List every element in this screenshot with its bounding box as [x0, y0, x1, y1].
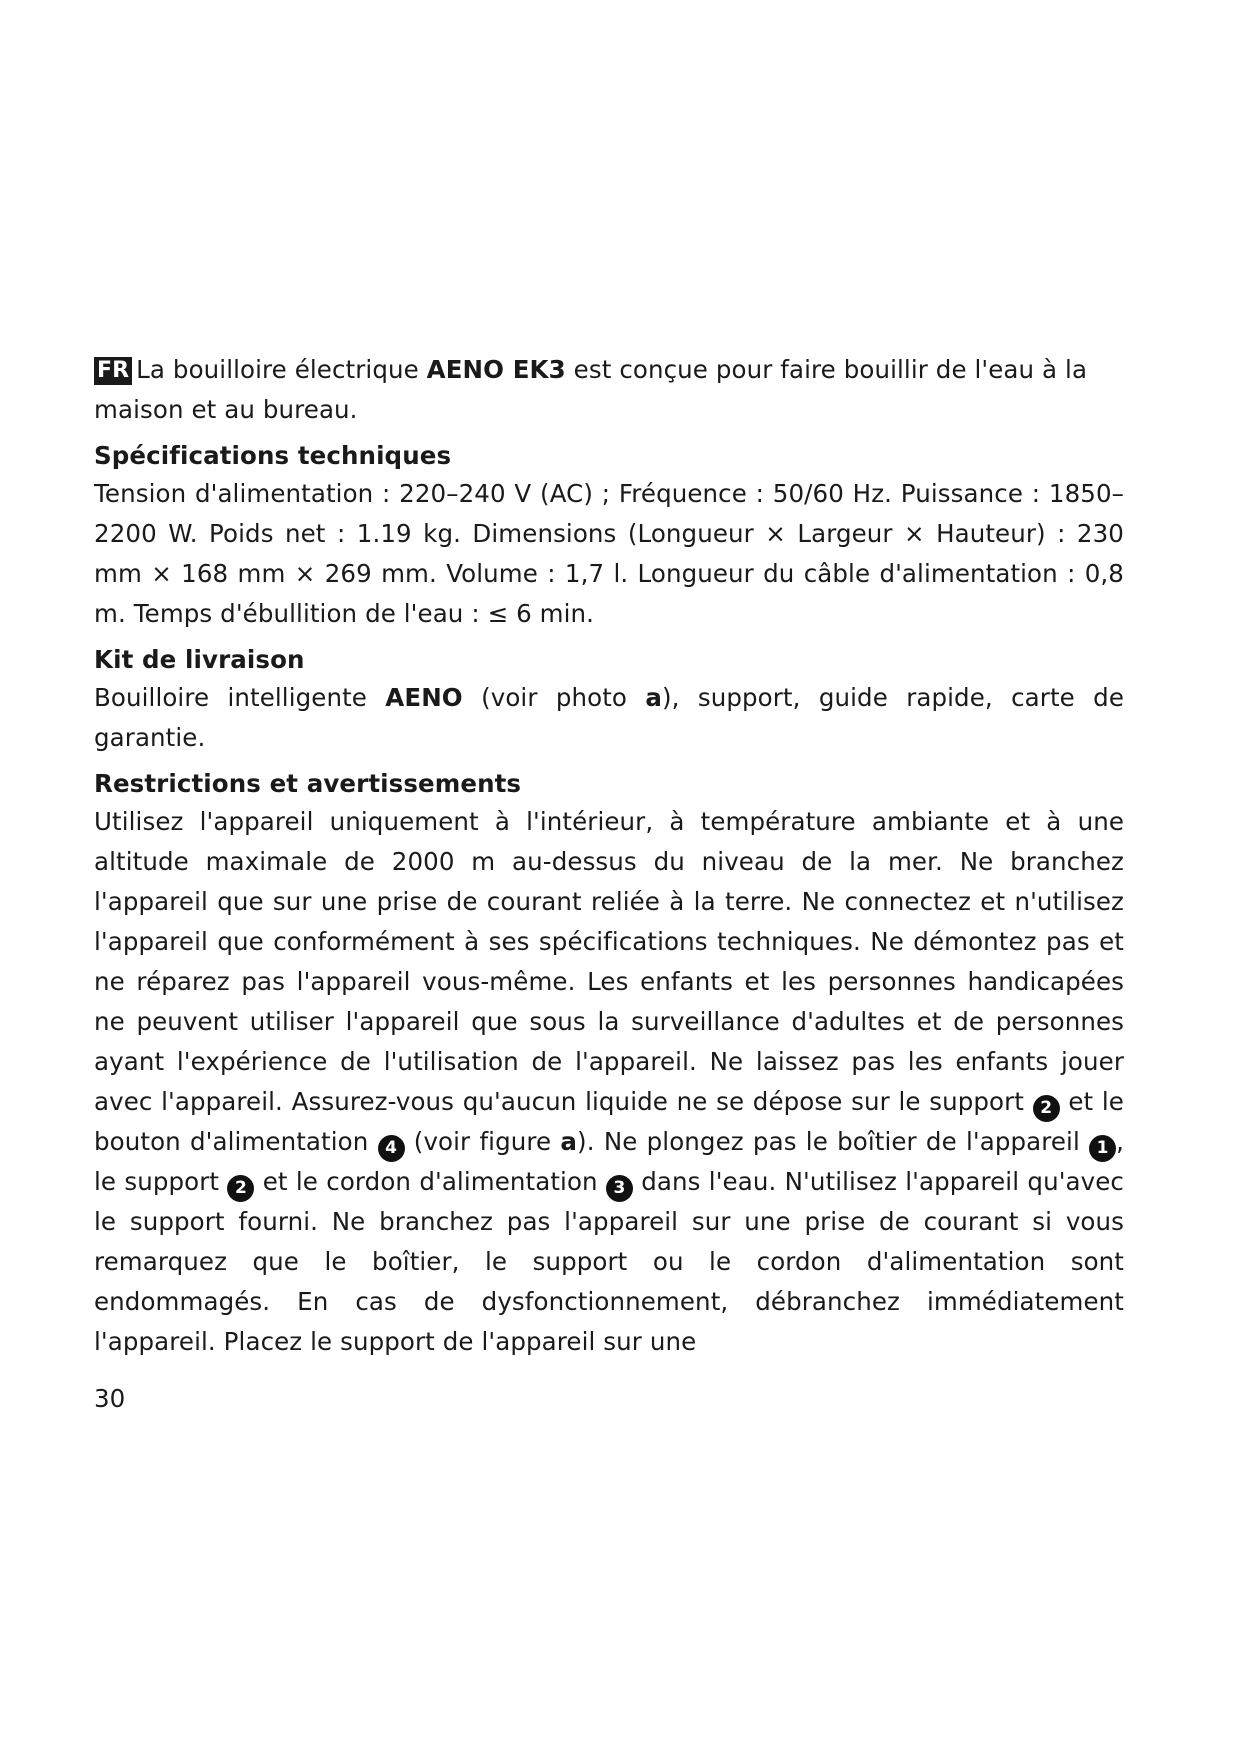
- restrictions-text-3: (voir figure: [404, 1127, 561, 1156]
- restrictions-text-4: ). Ne plongez pas le boîtier de l'appareil: [577, 1127, 1090, 1156]
- restrictions-text-5: , le support: [94, 1127, 1124, 1196]
- callout-1-icon: 1: [1089, 1135, 1116, 1162]
- kit-text-2: (voir photo: [462, 683, 646, 712]
- restrictions-text-1: Utilisez l'appareil uniquement à l'intérieur, à température ambiante et à une altitude maximale de 2000 m au-dessus du niveau de la mer. Ne branchez l'appareil que sur une prise de courant reliée à la terre. Ne connectez et n'utilisez l'appareil que conformément à ses spécifications techniques. Ne démontez pas et ne réparez pas l'appareil vous-même. Les enfants et les personnes handicapées ne peuvent utiliser l'appareil que sous la surveillance d'adultes et de personnes ayant l'expérience de l'utilisation de l'appareil. Ne laissez pas les enfants jouer avec l'appareil. Assurez-vous qu'aucun liquide ne se dépose sur le support: [94, 807, 1124, 1116]
- callout-2-icon: 2: [1033, 1095, 1060, 1122]
- restrictions-text-6: et le cordon d'alimentation: [254, 1167, 606, 1196]
- specs-heading: Spécifications techniques: [94, 441, 452, 470]
- kit-paragraph: [94, 678, 1124, 758]
- restrictions-text-7: dans l'eau. N'utilisez l'appareil qu'avec le support fourni. Ne branchez pas l'appareil sur une prise de courant si vous remarquez que le boîtier, le support ou le cordon d'alimentation sont endommagés. En cas de dysfonctionnement, débranchez immédiatement l'appareil. Placez le support de l'appareil sur une: [94, 1167, 1124, 1356]
- restrictions-paragraph: [94, 802, 1124, 1362]
- kit-photo-ref: a: [645, 683, 662, 712]
- specs-paragraph: Tension d'alimentation : 220–240 V (AC) ; Fréquence : 50/60 Hz. Puissance : 1850–2200 W. Poids net : 1.19 kg. Dimensions (Longueur × Largeur × Hauteur) : 230 mm × 168 mm × 269 mm. Volume : 1,7 l. Longueur du câble d'alimentation : 0,8 m. Temps d'ébullition de l'eau : ≤ 6 min.: [94, 479, 1124, 628]
- callout-3-icon: 3: [606, 1175, 633, 1202]
- language-badge: FR: [94, 357, 132, 385]
- kit-text-1: Bouilloire intelligente: [94, 683, 386, 712]
- callout-2-icon: 2: [227, 1175, 254, 1202]
- page-content: [94, 350, 1124, 1370]
- kit-heading: Kit de livraison: [94, 645, 305, 674]
- kit-text-3: ), support, guide rapide, carte de garantie.: [94, 683, 1124, 752]
- intro-text-1: La bouilloire électrique: [136, 355, 427, 384]
- product-model: AENO EK3: [426, 355, 566, 384]
- page-number: 30: [94, 1384, 126, 1413]
- intro-text-2: est conçue pour faire bouillir de l'eau à la maison et au bureau.: [94, 355, 1088, 424]
- restrictions-text-2: et le bouton d'alimentation: [94, 1087, 1124, 1156]
- callout-4-icon: 4: [378, 1135, 405, 1162]
- kit-brand: AENO: [385, 683, 463, 712]
- restrictions-heading: Restrictions et avertissements: [94, 769, 522, 798]
- figure-ref: a: [560, 1127, 578, 1156]
- intro-paragraph: [94, 350, 1124, 430]
